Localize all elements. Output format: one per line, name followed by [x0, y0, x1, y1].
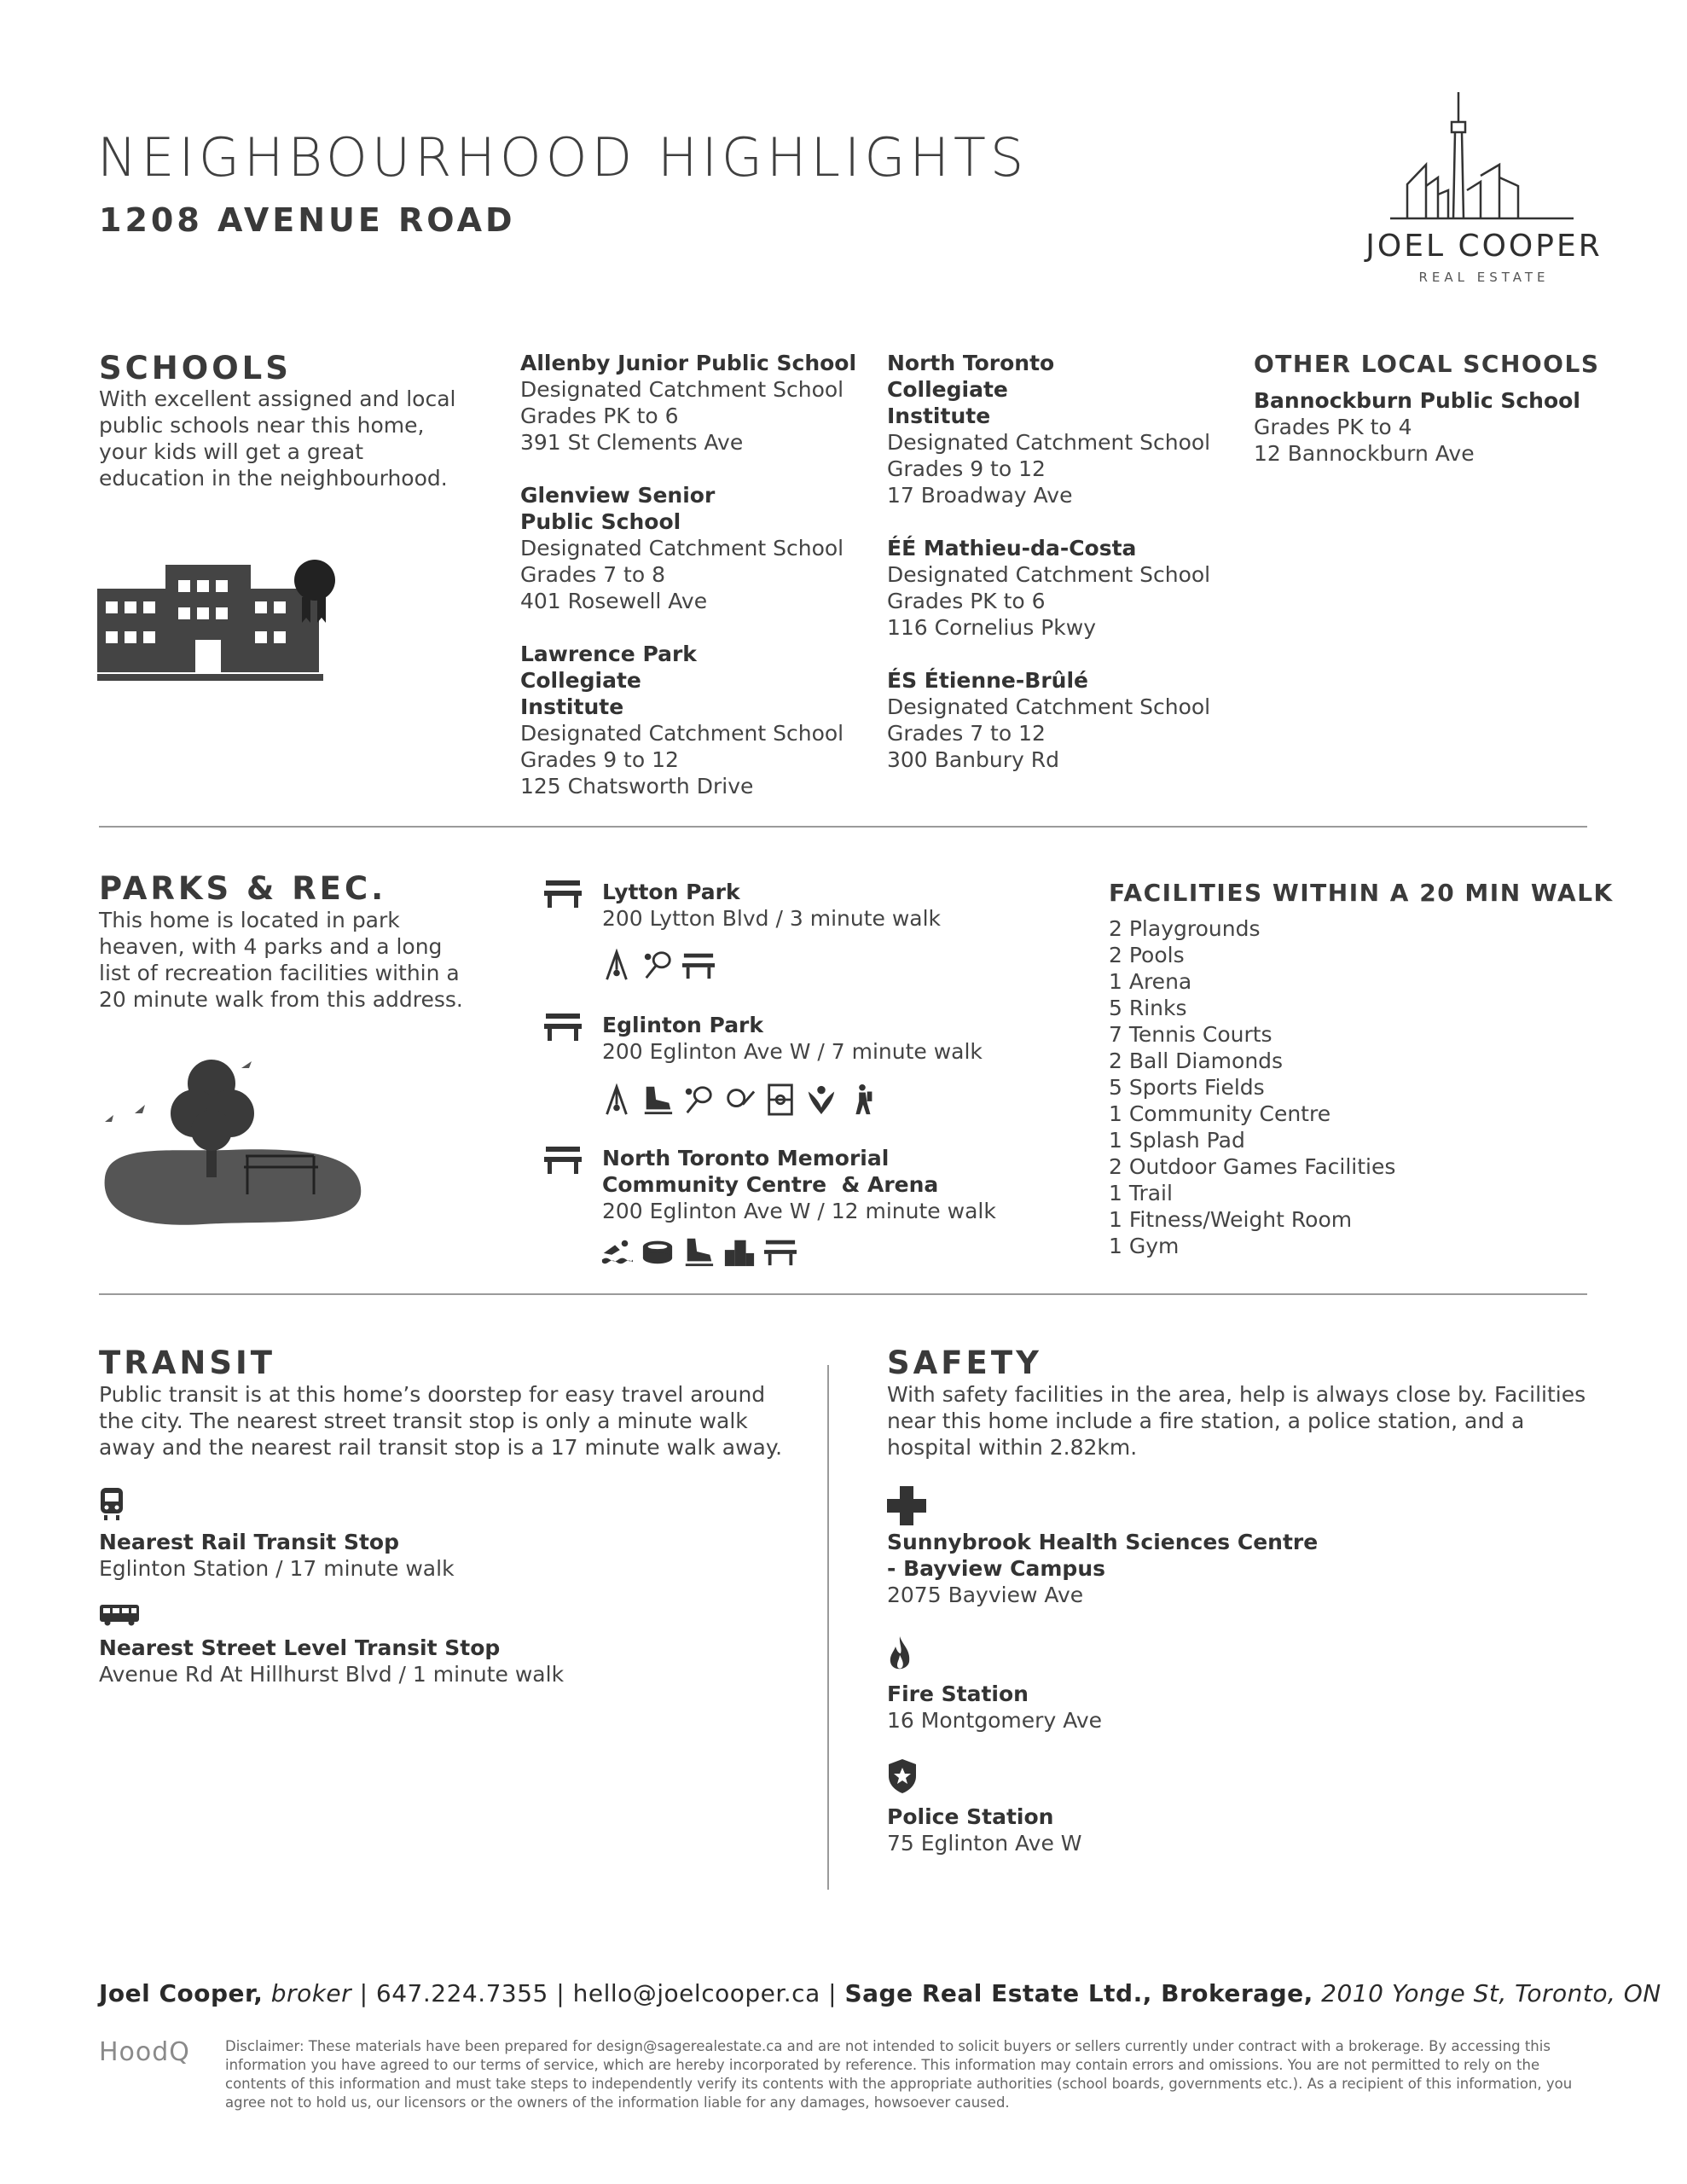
brokerage-name: Sage Real Estate Ltd., Brokerage, [844, 1979, 1313, 2007]
street-transit: Nearest Street Level Transit Stop Avenue Rd At Hillhurst Blvd / 1 minute walk [99, 1635, 565, 1687]
other-school-entry: Bannockburn Public School Grades PK to 4 12 Bannockburn Ave [1254, 388, 1580, 466]
park-north-toronto-memorial: North Toronto Memorial Community Centre & Arena 200 Eglinton Ave W / 12 minute walk [602, 1146, 996, 1223]
facility-item: 1 Fitness/Weight Room [1109, 1207, 1353, 1232]
community-centre-icon [723, 1235, 756, 1268]
agent-phone[interactable]: 647.224.7355 [375, 1979, 548, 2007]
tennis-icon [641, 949, 674, 981]
facility-item: 1 Splash Pad [1109, 1128, 1245, 1153]
facility-item: 5 Rinks [1109, 996, 1187, 1020]
hoodq-logo: HoodQ [99, 2037, 190, 2067]
arena-icon [641, 1235, 674, 1268]
parks-title: PARKS & REC. [99, 870, 387, 907]
schools-description: With excellent assigned and local public schools near this home, your kids will get a great education in the neighbourhood. [99, 386, 456, 491]
facility-item: 2 Pools [1109, 943, 1185, 967]
school-building-icon [97, 555, 336, 682]
hospital-entry: Sunnybrook Health Sciences Centre - Bayview Campus 2075 Bayview Ave [887, 1530, 1319, 1607]
schools-column-2 [887, 350, 1228, 773]
separator: | [556, 1979, 565, 2007]
agent-email[interactable]: hello@joelcooper.ca [572, 1979, 820, 2007]
safety-description: With safety facilities in the area, help is always close by. Facilities near this home include a fire station, a police station, and a hospital within 2.82km. [887, 1382, 1586, 1460]
city-skyline-icon [1382, 84, 1586, 229]
fire-flame-icon [887, 1635, 913, 1674]
playground-swing-icon [600, 1083, 633, 1116]
park-lytton: Lytton Park 200 Lytton Blvd / 3 minute walk [602, 880, 942, 931]
safety-title: SAFETY [887, 1345, 1042, 1381]
school-entry: Lawrence Park Collegiate Institute Designated Catchment School Grades 9 to 12 125 Chatsworth Drive [520, 642, 844, 799]
schools-title: SCHOOLS [99, 350, 292, 386]
agent-role: broker [270, 1979, 352, 2007]
school-entry: Glenview Senior Public School Designated Catchment School Grades 7 to 8 401 Rosewell Ave [520, 483, 844, 613]
ice-skate-icon [682, 1235, 715, 1268]
facility-item: 1 Gym [1109, 1234, 1180, 1258]
police-station-entry: Police Station 75 Eglinton Ave W [887, 1804, 1082, 1856]
park-scene-icon [101, 1049, 374, 1228]
tennis-icon [682, 1083, 715, 1116]
brokerage-address: 2010 Yonge St, Toronto, ON [1321, 1979, 1661, 2007]
fire-station-entry: Fire Station 16 Montgomery Ave [887, 1682, 1103, 1733]
facility-item: 2 Outdoor Games Facilities [1109, 1154, 1396, 1179]
agent-name: Joel Cooper, [99, 1979, 264, 2007]
school-entry: North Toronto Collegiate Institute Designated Catchment School Grades 9 to 12 17 Broadway Ave [887, 351, 1211, 508]
facilities-list [1109, 915, 1395, 1259]
vertical-divider [827, 1365, 829, 1890]
divider [99, 1293, 1587, 1295]
park-eglinton-amenities [600, 1083, 878, 1116]
facility-item: 2 Ball Diamonds [1109, 1048, 1284, 1073]
school-entry: ÉS Étienne-Brûlé Designated Catchment School Grades 7 to 12 300 Banbury Rd [887, 668, 1211, 772]
facility-item: 1 Trail [1109, 1181, 1173, 1205]
baseball-icon [723, 1083, 756, 1116]
rail-transit: Nearest Rail Transit Stop Eglinton Station / 17 minute walk [99, 1530, 455, 1581]
park-memorial-amenities [600, 1235, 797, 1268]
park-eglinton: Eglinton Park 200 Eglinton Ave W / 7 minute walk [602, 1013, 983, 1064]
transit-description: Public transit is at this home’s doorstep for easy travel around the city. The nearest street transit stop is only a minute walk away and the nearest rail transit stop is a 17 minute walk away. [99, 1382, 783, 1460]
facility-item: 1 Arena [1109, 969, 1192, 994]
logo-tagline: REAL ESTATE [1418, 270, 1550, 285]
swimming-icon [600, 1235, 633, 1268]
facility-item: 7 Tennis Courts [1109, 1022, 1272, 1047]
bench-icon [544, 1145, 582, 1174]
transit-title: TRANSIT [99, 1345, 275, 1381]
hiker-icon [846, 1083, 878, 1116]
brand-logo [1365, 84, 1603, 288]
picnic-table-icon [682, 949, 715, 981]
splash-pad-icon [805, 1083, 838, 1116]
park-lytton-amenities [600, 949, 715, 981]
sports-field-icon [764, 1083, 797, 1116]
property-address: 1208 AVENUE ROAD [99, 201, 516, 239]
school-entry: ÉÉ Mathieu-da-Costa Designated Catchment School Grades PK to 6 116 Cornelius Pkwy [887, 536, 1211, 640]
other-schools-title: OTHER LOCAL SCHOOLS [1254, 350, 1600, 378]
ice-skate-icon [641, 1083, 674, 1116]
school-entry: Allenby Junior Public School Designated Catchment School Grades PK to 6 391 St Clements Ave [520, 351, 857, 455]
divider [99, 826, 1587, 828]
facility-item: 5 Sports Fields [1109, 1075, 1265, 1100]
facility-item: 1 Community Centre [1109, 1101, 1331, 1126]
footer-contact [99, 1979, 1661, 2007]
facilities-title: FACILITIES WITHIN A 20 MIN WALK [1109, 879, 1614, 907]
separator: | [828, 1979, 838, 2007]
logo-name: JOEL COOPER [1365, 229, 1603, 264]
separator: | [359, 1979, 368, 2007]
parks-description: This home is located in park heaven, with 4 parks and a long list of recreation facilities within a 20 minute walk from this address. [99, 908, 463, 1012]
bus-icon [99, 1604, 140, 1626]
schools-column-1 [520, 350, 861, 799]
page-title: NEIGHBOURHOOD HIGHLIGHTS [97, 126, 1029, 189]
disclaimer: Disclaimer: These materials have been prepared for design@sagerealestate.ca and are not intended to solicit buyers or sellers currently under contract with a brokerage. By accessing this information you have agreed to our terms of service, which are hereby incorporated by reference. This information may contain errors and omissions. You are not permitted to rely on the contents of this information and must take steps to independently verify its contents with the appropriate authorities (school boards, governments etc.). As a recipient of this information, you agree not to hold us, our licensors or the owners of the information liable for any damages, howsoever caused. [225, 2038, 1573, 2111]
picnic-table-icon [764, 1235, 797, 1268]
bench-icon [544, 879, 582, 908]
facility-item: 2 Playgrounds [1109, 916, 1261, 941]
playground-swing-icon [600, 949, 633, 981]
train-icon [99, 1486, 125, 1522]
bench-icon [544, 1012, 582, 1041]
police-badge-icon [887, 1757, 918, 1795]
hospital-cross-icon [887, 1486, 926, 1525]
